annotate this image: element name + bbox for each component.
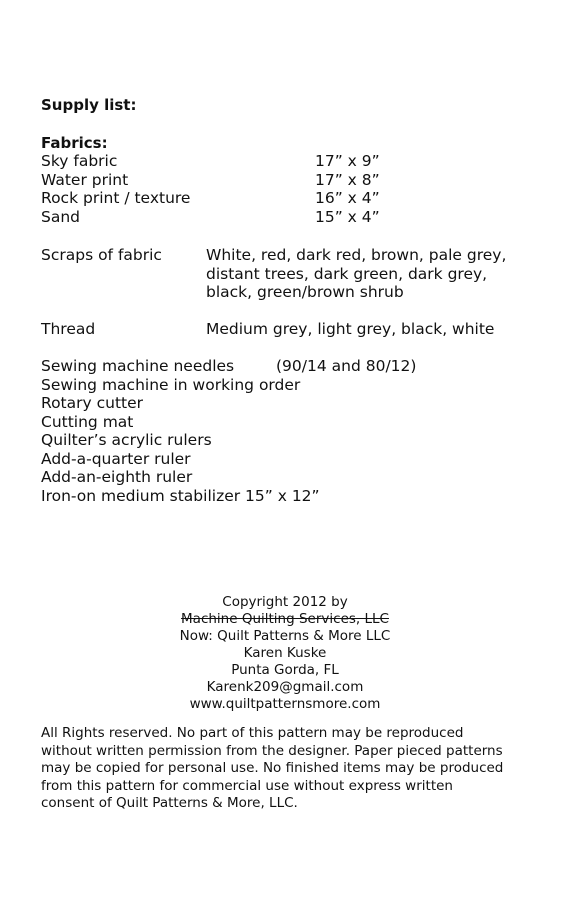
tool-item: Rotary cutter [41,394,144,412]
designer-location: Punta Gorda, FL [231,662,339,678]
rights-line: without written permission from the designer. Paper pieced patterns [41,742,503,759]
scraps-colors-line: distant trees, dark green, dark grey, [206,264,488,283]
tool-item: Add-an-eighth ruler [41,468,193,486]
fabric-name: Rock print / texture [41,189,191,207]
tool-item: Quilter’s acrylic rulers [41,431,212,449]
supply-list-heading: Supply list: [41,96,137,114]
fabric-size: 17” x 9” [315,152,380,170]
old-company-name: Machine Quilting Services, LLC [181,611,389,627]
copyright-line: Copyright 2012 by [222,594,348,610]
current-company-name: Now: Quilt Patterns & More LLC [179,628,391,644]
rights-line: from this pattern for commercial use without express written [41,777,453,794]
fabric-size: 15” x 4” [315,207,380,226]
tool-item: Cutting mat [41,412,134,431]
fabric-size: 16” x 4” [315,189,380,207]
fabric-name: Water print [41,170,129,189]
fabrics-heading: Fabrics: [41,134,108,152]
rights-line: may be copied for personal use. No finished items may be produced [41,760,504,776]
scraps-colors-line: White, red, dark red, brown, pale grey, [206,246,507,264]
rights-line: All Rights reserved. No part of this pattern may be reproduced [41,725,464,741]
website: www.quiltpatternsmore.com [189,696,381,712]
thread-colors: Medium grey, light grey, black, white [206,320,495,338]
rights-paragraph [41,725,541,813]
copyright-block [0,594,570,713]
scraps-colors-line: black, green/brown shrub [206,283,404,301]
fabric-size: 17” x 8” [315,170,380,189]
contact-email: Karenk209@gmail.com [206,679,364,695]
needles-sizes: (90/14 and 80/12) [276,357,417,375]
rights-line: consent of Quilt Patterns & More, LLC. [41,795,298,811]
tool-item: Iron-on medium stabilizer 15” x 12” [41,486,320,505]
scraps-label: Scraps of fabric [41,246,162,264]
needles-label: Sewing machine needles [41,357,235,375]
fabric-name: Sky fabric [41,152,118,170]
fabric-name: Sand [41,207,80,226]
tool-item: Add-a-quarter ruler [41,449,191,468]
designer-name: Karen Kuske [243,645,327,661]
tool-item: Sewing machine in working order [41,375,301,394]
thread-label: Thread [41,320,96,338]
